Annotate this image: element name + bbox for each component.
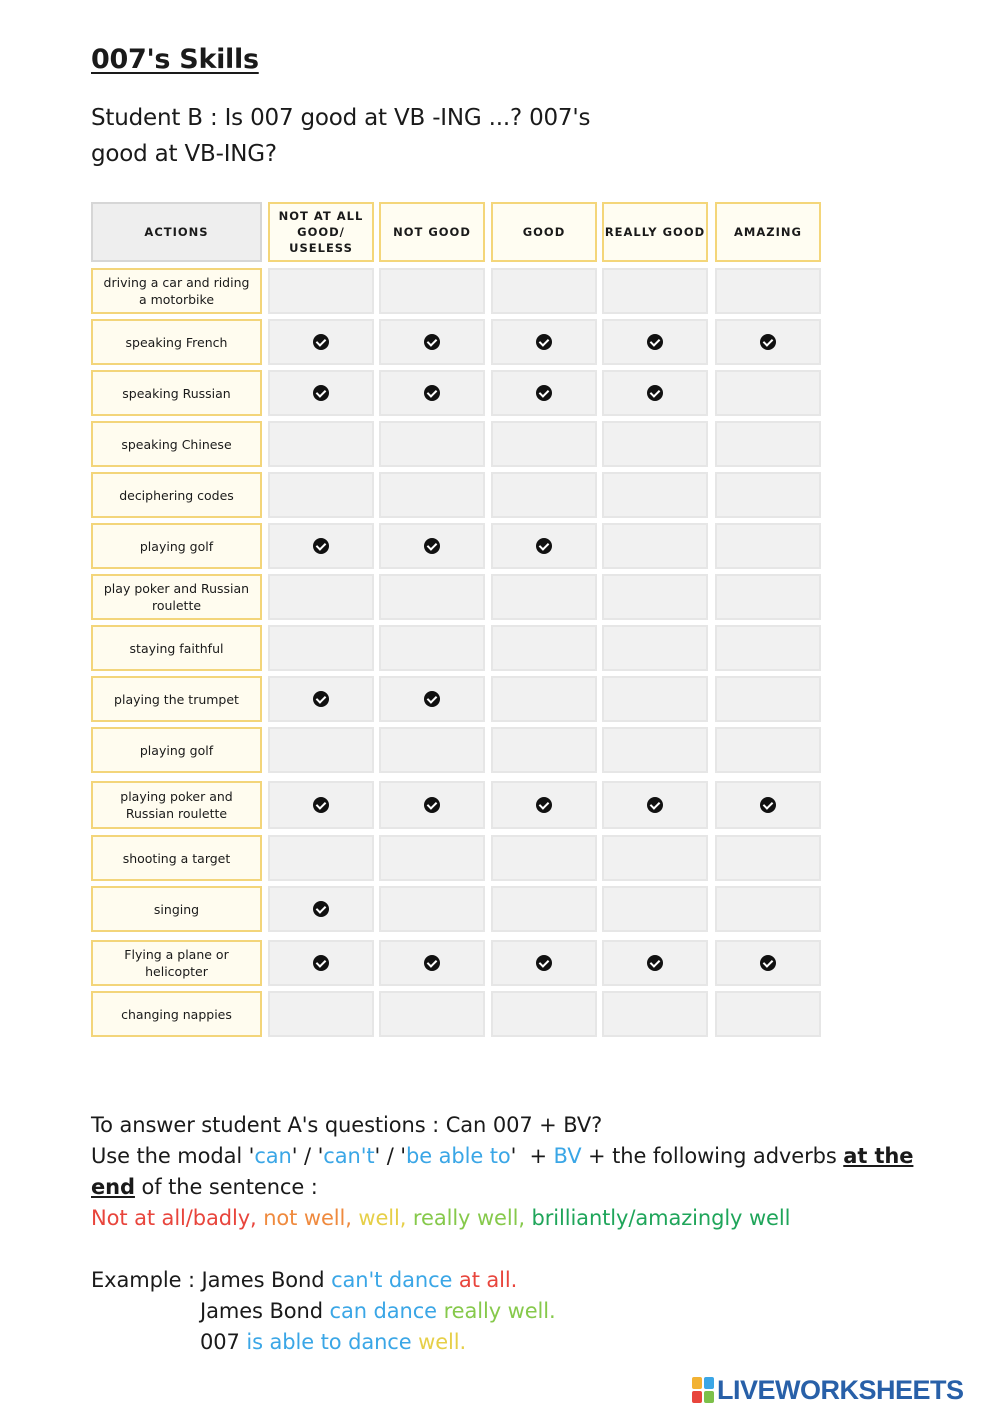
- rating-cell[interactable]: [715, 574, 821, 620]
- page-title: 007's Skills: [91, 44, 259, 75]
- adverb-badly: Not at all/badly,: [91, 1206, 257, 1230]
- check-icon: [424, 538, 440, 554]
- check-icon: [313, 797, 329, 813]
- rating-cell[interactable]: [379, 625, 485, 671]
- rating-cell[interactable]: [268, 781, 374, 829]
- table-row: [91, 625, 821, 671]
- rating-cell[interactable]: [602, 268, 708, 314]
- action-label: changing nappies: [91, 991, 262, 1037]
- adverbs-line: [91, 1203, 931, 1234]
- action-label: speaking Russian: [91, 370, 262, 416]
- action-label: singing: [91, 886, 262, 932]
- rating-cell[interactable]: [379, 781, 485, 829]
- table-row: [91, 319, 821, 365]
- rating-cell[interactable]: [715, 676, 821, 722]
- rating-cell[interactable]: [491, 781, 597, 829]
- rating-cell[interactable]: [602, 574, 708, 620]
- rating-cell[interactable]: [715, 421, 821, 467]
- rating-cell[interactable]: [268, 940, 374, 986]
- rating-cell[interactable]: [715, 991, 821, 1037]
- rating-cell[interactable]: [491, 523, 597, 569]
- action-label: staying faithful: [91, 625, 262, 671]
- adverb-really-well: really well,: [412, 1206, 525, 1230]
- rating-cell[interactable]: [268, 472, 374, 518]
- check-icon: [424, 691, 440, 707]
- table-row: [91, 370, 821, 416]
- rating-cell[interactable]: [602, 835, 708, 881]
- check-icon: [313, 691, 329, 707]
- rating-cell[interactable]: [602, 472, 708, 518]
- rating-cell[interactable]: [491, 472, 597, 518]
- action-label: play poker and Russian roulette: [91, 574, 262, 620]
- check-icon: [536, 334, 552, 350]
- rating-cell[interactable]: [602, 370, 708, 416]
- rating-cell[interactable]: [715, 886, 821, 932]
- check-icon: [313, 334, 329, 350]
- check-icon: [647, 385, 663, 401]
- action-label: playing golf: [91, 727, 262, 773]
- check-icon: [313, 385, 329, 401]
- rating-cell[interactable]: [379, 472, 485, 518]
- example-line-2: James Bond can dance really well.: [200, 1299, 556, 1323]
- check-icon: [536, 797, 552, 813]
- rating-cell[interactable]: [491, 991, 597, 1037]
- table-row: [91, 268, 821, 314]
- adverb-well: well,: [358, 1206, 407, 1230]
- rating-cell[interactable]: [268, 835, 374, 881]
- check-icon: [424, 797, 440, 813]
- rating-cell[interactable]: [715, 523, 821, 569]
- rating-cell[interactable]: [379, 727, 485, 773]
- rating-cell[interactable]: [379, 370, 485, 416]
- check-icon: [760, 334, 776, 350]
- check-icon: [536, 538, 552, 554]
- rating-cell[interactable]: [379, 523, 485, 569]
- rating-cell[interactable]: [379, 268, 485, 314]
- check-icon: [424, 334, 440, 350]
- example-line-3: 007 is able to dance well.: [200, 1330, 467, 1354]
- subtitle: [91, 100, 651, 172]
- table-row: [91, 676, 821, 722]
- check-icon: [313, 538, 329, 554]
- rating-cell[interactable]: [268, 319, 374, 365]
- liveworksheets-logo: [692, 1374, 964, 1406]
- check-icon: [760, 797, 776, 813]
- rating-cell[interactable]: [602, 676, 708, 722]
- rating-cell[interactable]: [715, 370, 821, 416]
- rating-cell[interactable]: [602, 940, 708, 986]
- rating-cell[interactable]: [602, 781, 708, 829]
- rating-cell[interactable]: [602, 523, 708, 569]
- column-header: NOT AT ALL GOOD/ USELESS: [268, 202, 374, 262]
- check-icon: [647, 955, 663, 971]
- instructions: [91, 1110, 931, 1358]
- action-label: playing golf: [91, 523, 262, 569]
- rating-cell[interactable]: [602, 421, 708, 467]
- rating-cell[interactable]: [715, 940, 821, 986]
- action-label: Flying a plane or helicopter: [91, 940, 262, 986]
- adverb-amazingly-well: brilliantly/amazingly well: [531, 1206, 791, 1230]
- check-icon: [536, 385, 552, 401]
- check-icon: [647, 797, 663, 813]
- check-icon: [424, 385, 440, 401]
- adverb-not-well: not well,: [263, 1206, 352, 1230]
- subtitle-line: good at VB-ING?: [91, 141, 277, 167]
- table-row: [91, 835, 821, 881]
- instruction-line-3: end of the sentence :: [91, 1175, 318, 1199]
- subtitle-line: Student B : Is 007 good at VB -ING ...? 007's: [91, 105, 591, 131]
- column-header: GOOD: [491, 202, 597, 262]
- rating-cell[interactable]: [268, 421, 374, 467]
- instruction-line-2: Use the modal 'can' / 'can't' / 'be able to' + BV + the following adverbs at the: [91, 1144, 914, 1168]
- rating-cell[interactable]: [715, 319, 821, 365]
- action-label: shooting a target: [91, 835, 262, 881]
- rating-cell[interactable]: [379, 421, 485, 467]
- action-label: driving a car and riding a motorbike: [91, 268, 262, 314]
- rating-cell[interactable]: [268, 886, 374, 932]
- action-label: speaking Chinese: [91, 421, 262, 467]
- table-row: [91, 523, 821, 569]
- rating-cell[interactable]: [379, 835, 485, 881]
- rating-cell[interactable]: [491, 727, 597, 773]
- table-row: [91, 886, 821, 932]
- rating-cell[interactable]: [491, 268, 597, 314]
- check-icon: [647, 334, 663, 350]
- rating-cell[interactable]: [715, 835, 821, 881]
- rating-cell[interactable]: [491, 940, 597, 986]
- rating-cell[interactable]: [268, 268, 374, 314]
- rating-cell[interactable]: [602, 319, 708, 365]
- column-header: NOT GOOD: [379, 202, 485, 262]
- rating-cell[interactable]: [715, 268, 821, 314]
- column-header: AMAZING: [715, 202, 821, 262]
- rating-cell[interactable]: [379, 886, 485, 932]
- table-row: [91, 781, 821, 829]
- check-icon: [760, 955, 776, 971]
- check-icon: [424, 955, 440, 971]
- rating-cell[interactable]: [491, 370, 597, 416]
- logo-text: LIVEWORKSHEETS: [717, 1374, 964, 1405]
- action-label: playing the trumpet: [91, 676, 262, 722]
- table-row: [91, 991, 821, 1037]
- rating-cell[interactable]: [379, 676, 485, 722]
- check-icon: [313, 955, 329, 971]
- rating-cell[interactable]: [268, 370, 374, 416]
- rating-cell[interactable]: [268, 991, 374, 1037]
- rating-cell[interactable]: [715, 472, 821, 518]
- rating-cell[interactable]: [715, 781, 821, 829]
- table-row: [91, 421, 821, 467]
- rating-cell[interactable]: [602, 991, 708, 1037]
- rating-cell[interactable]: [268, 727, 374, 773]
- rating-cell[interactable]: [268, 625, 374, 671]
- table-row: [91, 574, 821, 620]
- rating-cell[interactable]: [268, 523, 374, 569]
- action-label: speaking French: [91, 319, 262, 365]
- rating-cell[interactable]: [379, 991, 485, 1037]
- rating-cell[interactable]: [379, 319, 485, 365]
- rating-cell[interactable]: [602, 625, 708, 671]
- rating-cell[interactable]: [491, 319, 597, 365]
- column-header: REALLY GOOD: [602, 202, 708, 262]
- check-icon: [313, 901, 329, 917]
- logo-mark-icon: [692, 1377, 714, 1403]
- check-icon: [536, 955, 552, 971]
- actions-header: ACTIONS: [91, 202, 262, 262]
- rating-cell[interactable]: [491, 421, 597, 467]
- table-row: [91, 727, 821, 773]
- rating-cell[interactable]: [715, 625, 821, 671]
- example-line-1: Example : James Bond can't dance at all.: [91, 1268, 518, 1292]
- instruction-line-1: To answer student A's questions : Can 007 + BV?: [91, 1113, 603, 1137]
- rating-cell[interactable]: [268, 574, 374, 620]
- rating-cell[interactable]: [268, 676, 374, 722]
- rating-cell[interactable]: [491, 676, 597, 722]
- rating-cell[interactable]: [715, 727, 821, 773]
- rating-cell[interactable]: [491, 625, 597, 671]
- action-label: playing poker and Russian roulette: [91, 781, 262, 829]
- rating-cell[interactable]: [491, 835, 597, 881]
- table-row: [91, 472, 821, 518]
- rating-cell[interactable]: [602, 727, 708, 773]
- rating-cell[interactable]: [379, 940, 485, 986]
- rating-cell[interactable]: [379, 574, 485, 620]
- table-row: [91, 940, 821, 986]
- rating-cell[interactable]: [602, 886, 708, 932]
- rating-cell[interactable]: [491, 886, 597, 932]
- rating-cell[interactable]: [491, 574, 597, 620]
- action-label: deciphering codes: [91, 472, 262, 518]
